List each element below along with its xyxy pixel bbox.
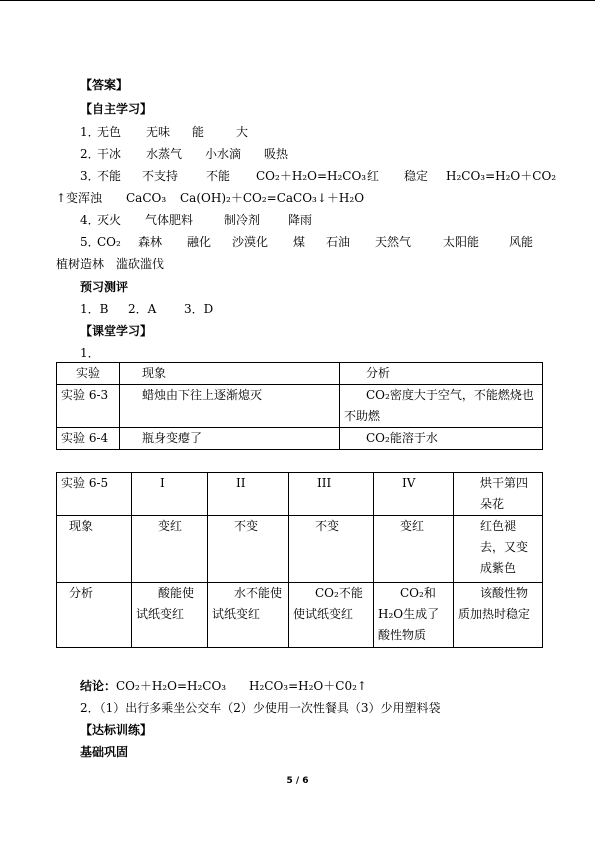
practice-heading: 【达标训练】 [80, 723, 153, 737]
basic-heading: 基础巩固 [80, 745, 129, 759]
table-header-cell: I [132, 473, 208, 516]
table-header-row [57, 363, 543, 385]
conclusion-label: 结论： [80, 679, 117, 693]
experiment-table-1 [56, 362, 543, 450]
class-q2-answer: 2．（1）出行多乘坐公交车（2）少使用一次性餐具（3）少用塑料袋 [80, 701, 441, 715]
table-header-cell: 烘干第四朵花 [454, 473, 543, 516]
table-cell: CO₂能溶于水 [340, 428, 543, 450]
table-cell: 水不能使试纸变红 [208, 583, 289, 648]
table-header-cell: 现象 [120, 363, 340, 385]
class-q1-number: 1． [80, 346, 100, 360]
table-row [57, 583, 543, 648]
experiment-table-2 [56, 472, 543, 648]
table-cell: CO₂不能使试纸变红 [289, 583, 374, 648]
preview-heading: 预习测评 [80, 280, 129, 294]
table-header-cell: 实验 6-5 [57, 473, 132, 516]
table-cell: 蜡烛由下往上逐渐熄灭 [120, 385, 340, 428]
table-header-cell: 分析 [340, 363, 543, 385]
table-cell: 瓶身变瘪了 [120, 428, 340, 450]
answer-heading: 【答案】 [80, 78, 129, 92]
table-cell: 变红 [132, 516, 208, 583]
table-cell: CO₂密度大于空气，不能燃烧也不助燃 [340, 385, 543, 428]
table-cell: 实验 6-3 [57, 385, 120, 428]
table-cell: 变红 [374, 516, 454, 583]
page-top-border [0, 0, 595, 1]
table-cell: CO₂和H₂O生成了酸性物质 [374, 583, 454, 648]
table-cell: 实验 6-4 [57, 428, 120, 450]
table-row [57, 385, 543, 428]
table-header-cell: III [289, 473, 374, 516]
self-study-heading: 【自主学习】 [80, 102, 153, 116]
table-cell: 酸能使试纸变红 [132, 583, 208, 648]
conclusion-equation-2: H₂CO₃=H₂O＋C0₂↑ [249, 679, 367, 693]
table-row [57, 516, 543, 583]
table-cell: 不变 [289, 516, 374, 583]
conclusion-equation-1: CO₂＋H₂O=H₂CO₃ [116, 679, 227, 693]
table-header-cell: IV [374, 473, 454, 516]
table-header-row [57, 473, 543, 516]
table-header-cell: 实验 [57, 363, 120, 385]
class-study-heading: 【课堂学习】 [80, 324, 153, 338]
table-header-cell: II [208, 473, 289, 516]
table-cell: 分析 [57, 583, 132, 648]
table-cell: 现象 [57, 516, 132, 583]
table-row [57, 428, 543, 450]
table-cell: 不变 [208, 516, 289, 583]
table-cell: 红色褪去，又变成紫色 [454, 516, 543, 583]
page-number: 5 / 6 [286, 776, 309, 786]
table-cell: 该酸性物质加热时稳定 [454, 583, 543, 648]
